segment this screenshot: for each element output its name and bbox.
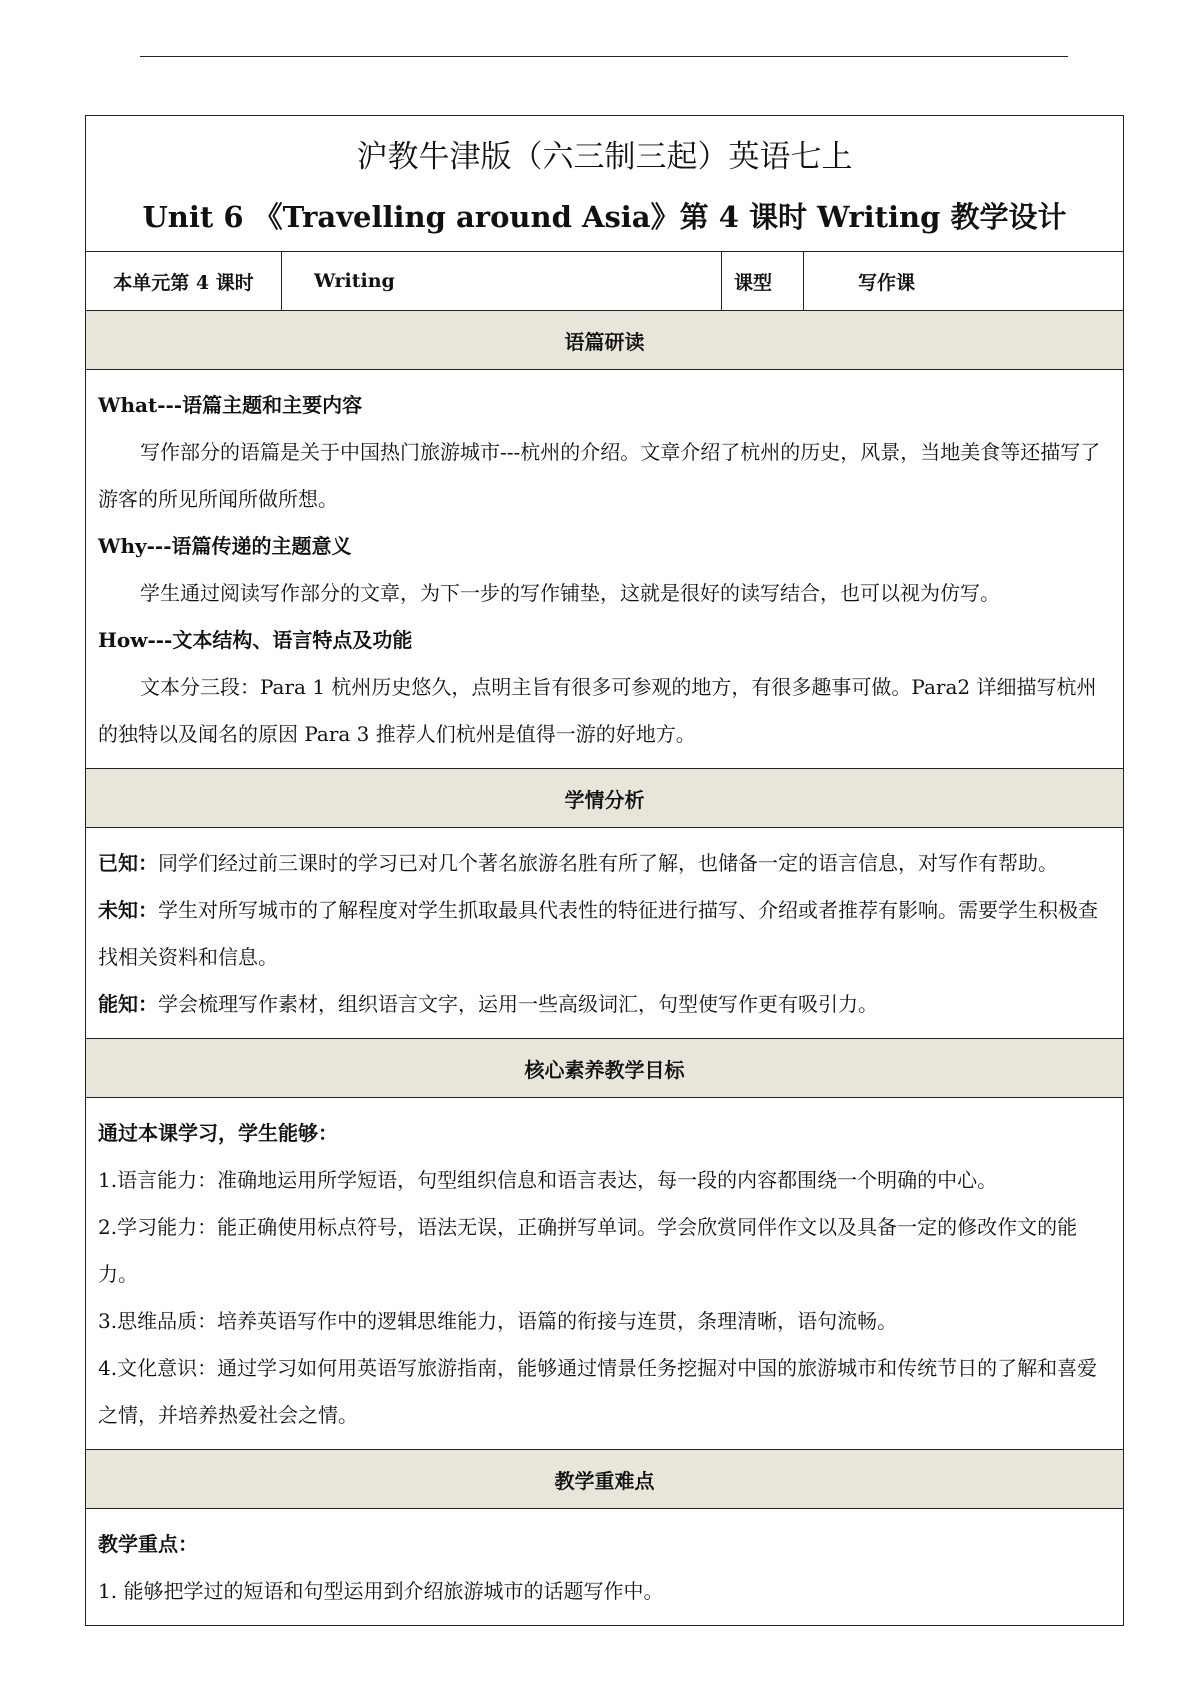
- unknown-body: 学生对所写城市的了解程度对学生抓取最具代表性的特征进行描写、介绍或者推荐有影响。需要学生积极查找相关资料和信息。: [98, 898, 1098, 969]
- objectives-intro: 通过本课学习，学生能够：: [98, 1121, 338, 1145]
- text-study-content: [86, 370, 1124, 769]
- section-heading-text-study: 语篇研读: [86, 311, 1124, 370]
- key-points-content: [86, 1509, 1124, 1626]
- unknown-label: 未知：: [98, 898, 158, 922]
- why-title: Why---语篇传递的主题意义: [98, 534, 352, 558]
- section-heading-learner-analysis: 学情分析: [86, 769, 1124, 828]
- focus-title: 教学重点：: [98, 1532, 198, 1556]
- unknown-paragraph: [98, 887, 1113, 981]
- learner-analysis-content: [86, 828, 1124, 1039]
- section-heading-objectives: 核心素养教学目标: [86, 1039, 1124, 1098]
- why-body: 学生通过阅读写作部分的文章，为下一步的写作铺垫，这就是很好的读写结合，也可以视为仿写。: [140, 581, 1000, 605]
- focus-item: 1. 能够把学过的短语和句型运用到介绍旅游城市的话题写作中。: [98, 1579, 664, 1603]
- lesson-number: 本单元第 4 课时: [86, 252, 282, 311]
- what-body: 写作部分的语篇是关于中国热门旅游城市---杭州的介绍。文章介绍了杭州的历史，风景，当地美食等还描写了游客的所见所闻所做所想。: [98, 440, 1101, 511]
- able-label: 能知：: [98, 992, 158, 1016]
- how-title: How---文本结构、语言特点及功能: [98, 628, 413, 652]
- able-paragraph: [98, 981, 1113, 1028]
- lesson-plan-table: [85, 115, 1124, 1626]
- lesson-type-value: 写作课: [804, 252, 1124, 311]
- objectives-content: [86, 1098, 1124, 1450]
- lesson-topic: Writing: [282, 252, 722, 311]
- section-heading-key-points: 教学重难点: [86, 1450, 1124, 1509]
- how-body: 文本分三段：Para 1 杭州历史悠久，点明主旨有很多可参观的地方，有很多趣事可做。Para2 详细描写杭州的独特以及闻名的原因 Para 3 推荐人们杭州是值得一游的好地方。: [98, 675, 1097, 746]
- document-title: 沪教牛津版（六三制三起）英语七上: [356, 138, 853, 175]
- known-paragraph: [98, 840, 1113, 887]
- objective-item: 2.学习能力：能正确使用标点符号，语法无误，正确拼写单词。学会欣赏同伴作文以及具备一定的修改作文的能力。: [98, 1215, 1078, 1286]
- document-subtitle: Unit 6 《Travelling around Asia》第 4 课时 Writing 教学设计: [142, 199, 1067, 234]
- lesson-type-label: 课型: [722, 252, 804, 311]
- known-body: 同学们经过前三课时的学习已对几个著名旅游名胜有所了解，也储备一定的语言信息，对写作有帮助。: [158, 851, 1058, 875]
- objective-item: 1.语言能力：准确地运用所学短语，句型组织信息和语言表达，每一段的内容都围绕一个明确的中心。: [98, 1168, 998, 1192]
- objective-item: 3.思维品质：培养英语写作中的逻辑思维能力，语篇的衔接与连贯，条理清晰，语句流畅。: [98, 1309, 898, 1333]
- known-label: 已知：: [98, 851, 158, 875]
- title-cell: [86, 116, 1124, 252]
- objective-item: 4.文化意识：通过学习如何用英语写旅游指南，能够通过情景任务挖掘对中国的旅游城市和传统节日的了解和喜爱之情，并培养热爱社会之情。: [98, 1356, 1098, 1427]
- what-title: What---语篇主题和主要内容: [98, 393, 363, 417]
- header-rule: [140, 56, 1068, 57]
- able-body: 学会梳理写作素材，组织语言文字，运用一些高级词汇，句型使写作更有吸引力。: [158, 992, 878, 1016]
